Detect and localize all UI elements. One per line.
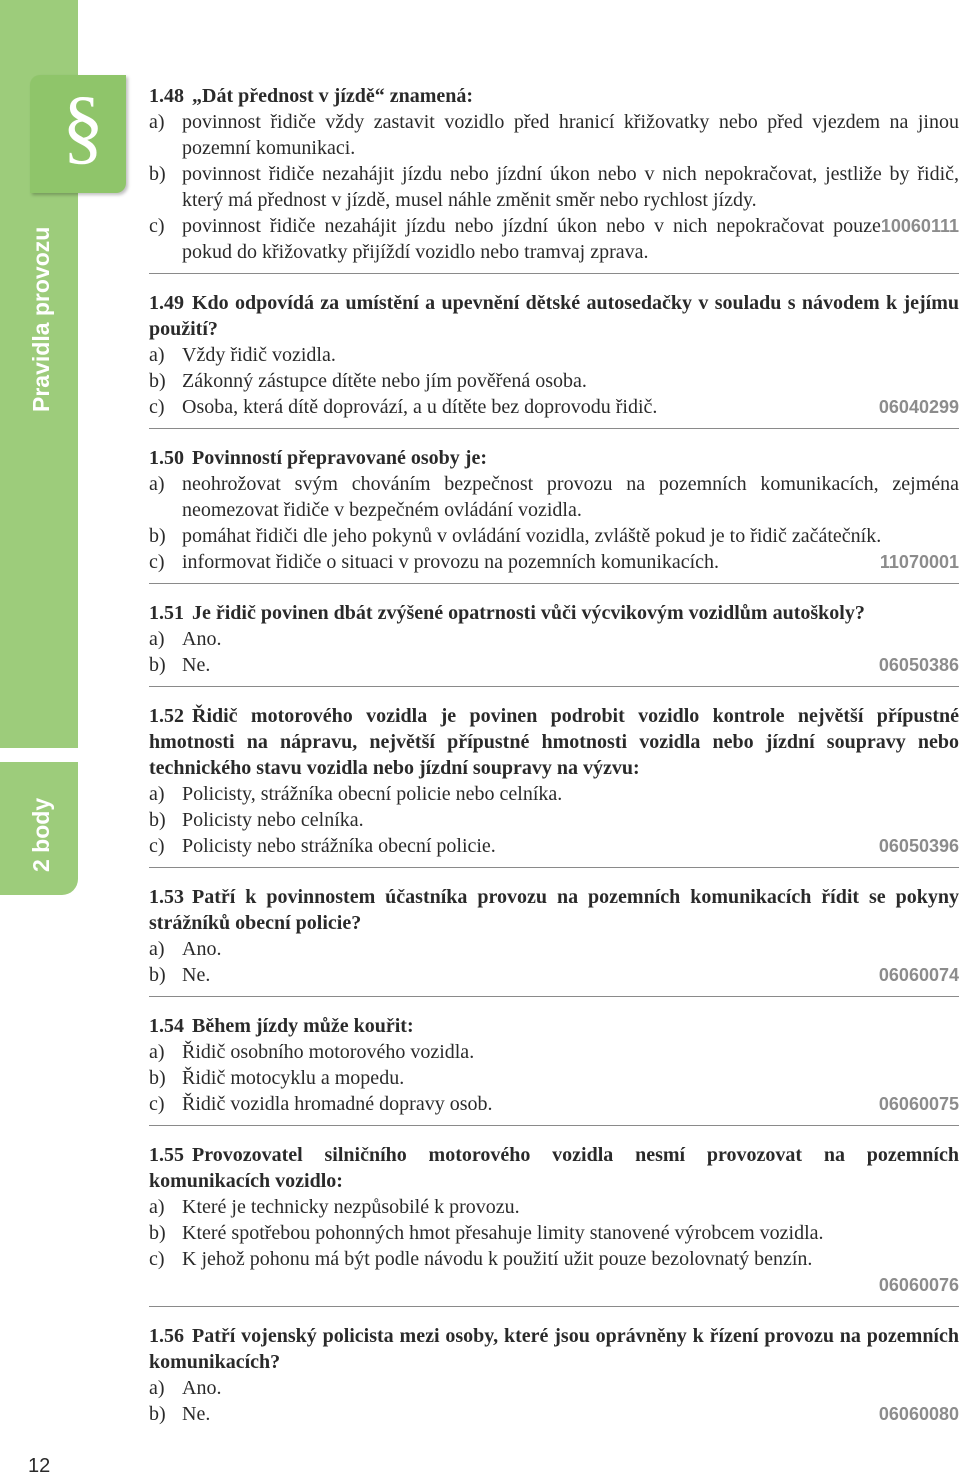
answer-text: informovat řidiče o situaci v provozu na pozemních komunikacích. <box>182 551 720 573</box>
answer-letter: a) <box>149 111 165 133</box>
question-statement: Povinností přepravované osoby je: <box>192 447 487 469</box>
answer-option <box>149 626 959 652</box>
answer-text: Ano. <box>182 628 222 650</box>
answer-letter: c) <box>149 396 165 418</box>
answer-letter: b) <box>149 1067 166 1089</box>
question-number: 1.50 <box>149 447 184 469</box>
answer-letter: c) <box>149 551 165 573</box>
answer-option <box>149 161 959 213</box>
answer-letter: c) <box>149 835 165 857</box>
answer-option <box>149 807 959 833</box>
question-block <box>149 1013 959 1126</box>
answer-text: Ne. <box>182 964 211 986</box>
answer-option <box>149 936 959 962</box>
answer-text: Policisty nebo celníka. <box>182 809 364 831</box>
question-text <box>149 600 959 626</box>
question-code: 06060074 <box>878 965 959 985</box>
answer-text: Policisty nebo strážníka obecní policie. <box>182 835 496 857</box>
answer-option <box>149 781 959 807</box>
answer-letter: a) <box>149 1041 165 1063</box>
question-statement: Je řidič povinen dbát zvýšené opatrnosti vůči výcvikovým vozidlům autoškoly? <box>192 602 865 624</box>
answer-letter: c) <box>149 215 165 237</box>
answer-letter: a) <box>149 473 165 495</box>
question-block <box>149 1142 959 1307</box>
page-number: 12 <box>28 1455 51 1477</box>
question-statement: Provozovatel silničního motorového vozidla nesmí provozovat na pozemních komunikacích vozidlo: <box>149 1144 959 1192</box>
answer-letter: c) <box>149 1248 165 1270</box>
paragraph-section-icon: § <box>62 80 104 173</box>
question-block <box>149 1323 959 1435</box>
question-list <box>149 83 959 1451</box>
answer-text: pomáhat řidiči dle jeho pokynů v ovládání vozidla, zvláště pokud je to řidič začátečník. <box>182 525 882 547</box>
question-code: 06050386 <box>878 655 959 675</box>
answer-letter: c) <box>149 1093 165 1115</box>
sidebar-divider <box>0 748 78 762</box>
answer-option <box>149 833 959 859</box>
chapter-label: Pravidla provozu <box>28 226 54 412</box>
question-text <box>149 1323 959 1375</box>
answer-text: Ano. <box>182 938 222 960</box>
question-number: 1.51 <box>149 602 184 624</box>
answer-option <box>149 109 959 161</box>
answer-option <box>149 1091 959 1117</box>
answer-text: povinnost řidiče nezahájit jízdu nebo jízdní úkon nebo v nich nepokračovat, jestliže by řidič, který má přednost v jízdě, musel náhle změnit směr nebo rychlost jízdy. <box>182 163 959 211</box>
answer-text: Řidič vozidla hromadné dopravy osob. <box>182 1093 493 1115</box>
answer-letter: b) <box>149 1403 166 1425</box>
question-number: 1.52 <box>149 705 184 727</box>
question-number: 1.48 <box>149 85 184 107</box>
question-code: 11070001 <box>879 552 959 572</box>
answer-letter: a) <box>149 1377 165 1399</box>
answer-text: Ne. <box>182 1403 211 1425</box>
answer-letter: a) <box>149 344 165 366</box>
answer-option <box>149 652 959 678</box>
question-number: 1.49 <box>149 292 184 314</box>
answer-text: povinnost řidiče vždy zastavit vozidlo před hranicí křižovatky nebo před vjezdem na jinou pozemní komunikaci. <box>182 111 959 159</box>
answer-option <box>149 471 959 523</box>
answer-text: Řidič osobního motorového vozidla. <box>182 1041 475 1063</box>
answer-letter: b) <box>149 525 166 547</box>
question-statement: „Dát přednost v jízdě“ znamená: <box>192 85 474 107</box>
question-block <box>149 445 959 584</box>
question-statement: Patří k povinnostem účastníka provozu na pozemních komunikacích řídit se pokyny strážníků obecní policie? <box>149 886 959 934</box>
answer-letter: b) <box>149 809 166 831</box>
answer-text: Které je technicky nezpůsobilé k provozu. <box>182 1196 520 1218</box>
answer-letter: a) <box>149 1196 165 1218</box>
answer-text: Zákonný zástupce dítěte nebo jím pověřená osoba. <box>182 370 587 392</box>
answer-option <box>149 213 959 265</box>
answer-text: Policisty, strážníka obecní policie nebo celníka. <box>182 783 563 805</box>
answer-option <box>149 549 959 575</box>
answer-option <box>149 394 959 420</box>
question-code: 06050396 <box>878 836 959 856</box>
answer-text: Vždy řidič vozidla. <box>182 344 336 366</box>
answer-option <box>149 962 959 988</box>
answer-option <box>149 1065 959 1091</box>
question-statement: Během jízdy může kouřit: <box>192 1015 414 1037</box>
question-number: 1.56 <box>149 1325 184 1347</box>
question-statement: Kdo odpovídá za umístění a upevnění dětské autosedačky v souladu s návodem k jejímu použití? <box>149 292 959 340</box>
answer-option <box>149 368 959 394</box>
question-number: 1.53 <box>149 886 184 908</box>
question-code: 06040299 <box>878 397 959 417</box>
answer-letter: b) <box>149 163 166 185</box>
question-statement: Řidič motorového vozidla je povinen podrobit vozidlo kontrole největší přípustné hmotnosti na nápravu, největší přípustné hmotnosti vozidla nebo jízdní soupravy nebo technického stavu vozidla nebo jízdní soupravy na výzvu: <box>149 705 959 779</box>
answer-letter: a) <box>149 628 165 650</box>
question-text <box>149 290 959 342</box>
question-block <box>149 600 959 687</box>
answer-text: povinnost řidiče nezahájit jízdu nebo jízdní úkon nebo v nich nepokračovat pouze pokud do křižovatky přijíždí vozidlo nebo tramvaj zprava. <box>182 215 881 263</box>
question-block <box>149 884 959 997</box>
answer-text: Ano. <box>182 1377 222 1399</box>
answer-option <box>149 1220 959 1246</box>
answer-option <box>149 1194 959 1220</box>
answer-option <box>149 1401 959 1427</box>
question-code: 06060076 <box>878 1275 959 1295</box>
points-label: 2 body <box>28 797 54 872</box>
answer-text: Osoba, která dítě doprovází, a u dítěte bez doprovodu řidič. <box>182 396 658 418</box>
question-text <box>149 1142 959 1194</box>
question-number: 1.54 <box>149 1015 184 1037</box>
answer-letter: b) <box>149 370 166 392</box>
question-text <box>149 703 959 781</box>
question-text <box>149 884 959 936</box>
question-code: 06060075 <box>878 1094 959 1114</box>
answer-option <box>149 1246 959 1272</box>
question-text <box>149 445 959 471</box>
question-block <box>149 703 959 868</box>
answer-letter: b) <box>149 654 166 676</box>
answer-option <box>149 523 959 549</box>
answer-text: Řidič motocyklu a mopedu. <box>182 1067 405 1089</box>
answer-option <box>149 1039 959 1065</box>
question-text <box>149 83 959 109</box>
question-block <box>149 290 959 429</box>
question-code: 06060080 <box>878 1404 959 1424</box>
answer-letter: a) <box>149 938 165 960</box>
answer-text: K jehož pohonu má být podle návodu k použití užit pouze bezolovnatý benzín. <box>182 1248 813 1270</box>
question-text <box>149 1013 959 1039</box>
question-code: 10060111 <box>880 216 959 236</box>
answer-letter: b) <box>149 964 166 986</box>
question-block <box>149 83 959 274</box>
question-statement: Patří vojenský policista mezi osoby, které jsou oprávněny k řízení provozu na pozemních komunikacích? <box>149 1325 959 1373</box>
answer-letter: a) <box>149 783 165 805</box>
answer-option <box>149 342 959 368</box>
answer-letter: b) <box>149 1222 166 1244</box>
question-number: 1.55 <box>149 1144 184 1166</box>
answer-text: Které spotřebou pohonných hmot přesahuje limity stanovené výrobcem vozidla. <box>182 1222 824 1244</box>
answer-option <box>149 1375 959 1401</box>
answer-text: neohrožovat svým chováním bezpečnost provozu na pozemních komunikacích, zejména neomezovat řidiče v bezpečném ovládání vozidla. <box>182 473 959 521</box>
answer-text: Ne. <box>182 654 211 676</box>
